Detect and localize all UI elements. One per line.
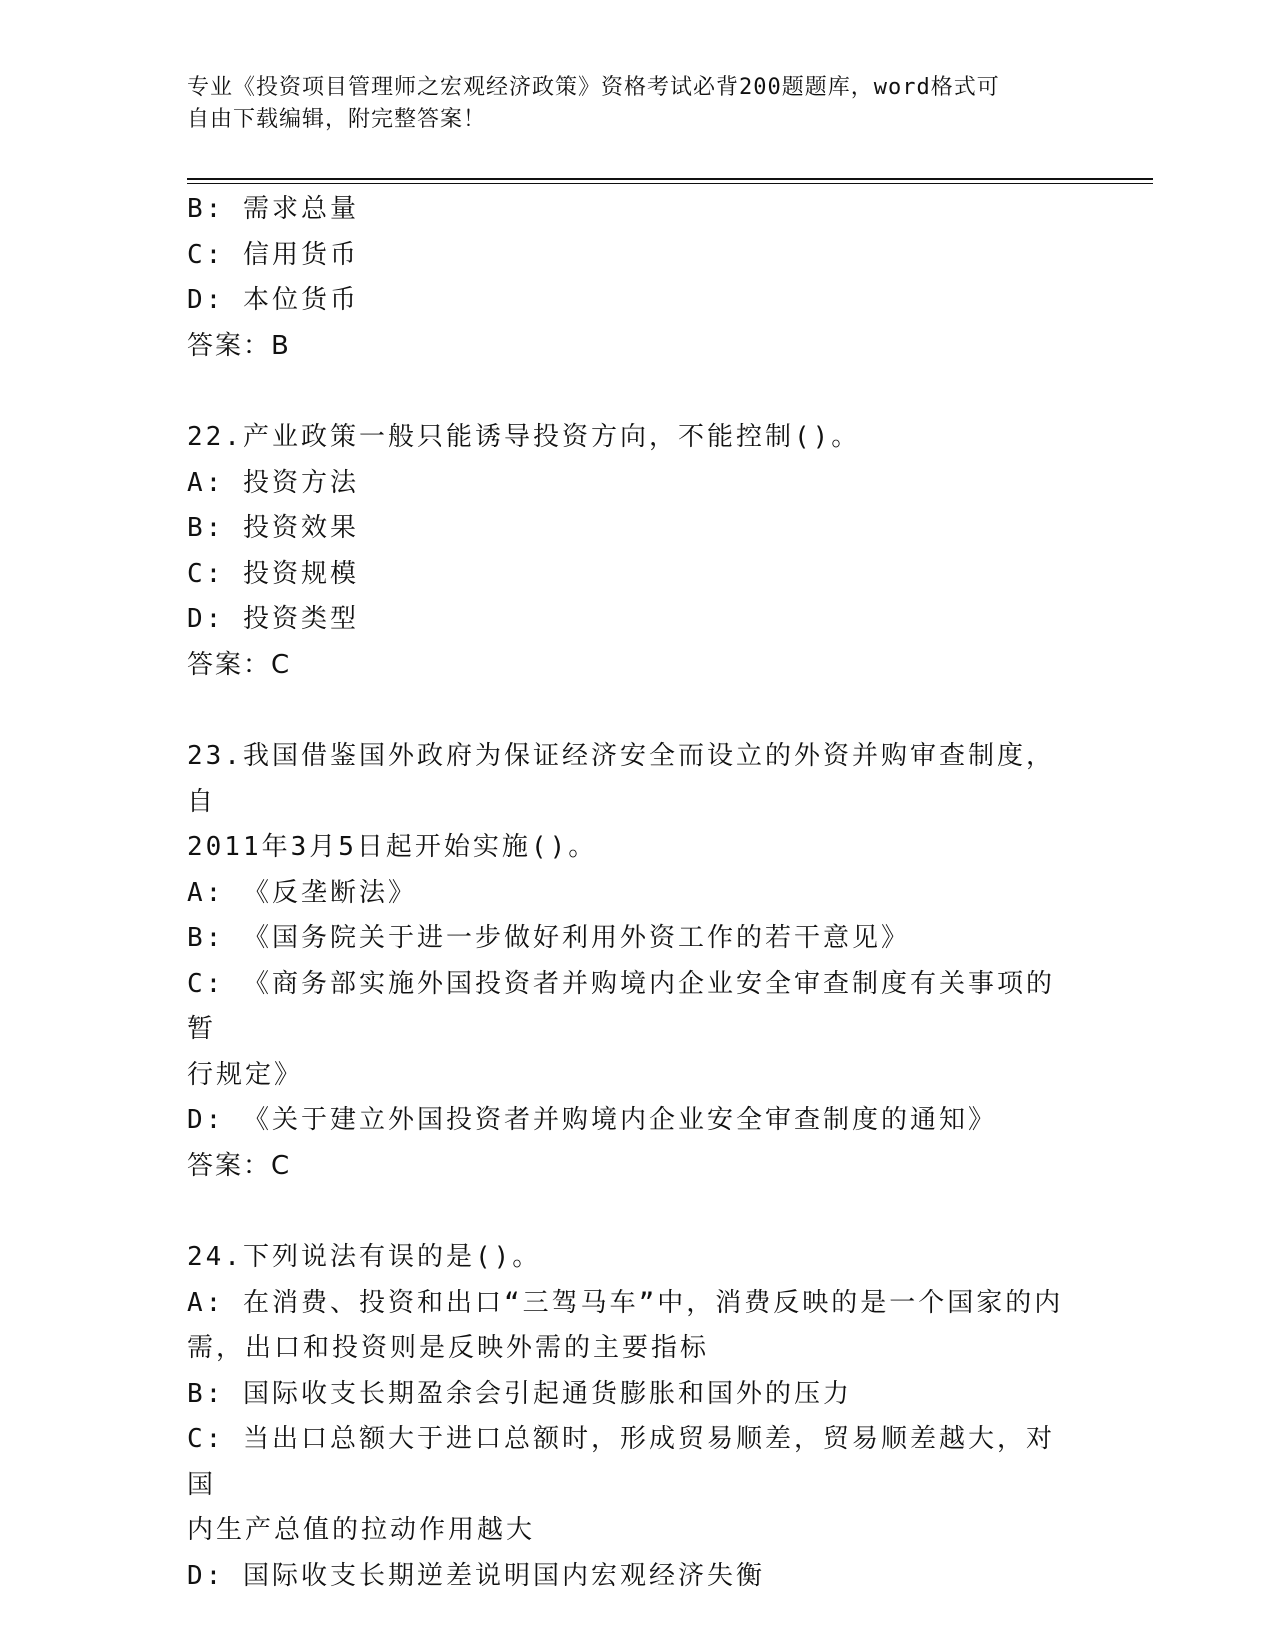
spacer <box>187 1189 1077 1235</box>
q23-question-line-2: 2011年3月5日起开始实施()。 <box>187 832 598 862</box>
q22-option-c: C: 投资规模 <box>187 558 359 589</box>
q22-option-a: A: 投资方法 <box>187 467 359 498</box>
q23-option-d: D: 《关于建立外国投资者并购境内企业安全审查制度的通知》 <box>187 1105 997 1135</box>
question-22-block <box>187 415 1077 688</box>
question-content <box>187 187 1077 1599</box>
q24-option-c-line-2: 内生产总值的拉动作用越大 <box>187 1515 536 1545</box>
q24-option-a-line-1: A: 在消费、投资和出口“三驾马车”中，消费反映的是一个国家的内 <box>187 1287 1064 1318</box>
q21-option-d: D: 本位货币 <box>187 285 359 315</box>
q24-option-c-line-1: C: 当出口总额大于进口总额时，形成贸易顺差，贸易顺差越大，对国 <box>187 1424 1055 1500</box>
q24-option-b: B: 国际收支长期盈余会引起通货膨胀和国外的压力 <box>187 1378 852 1409</box>
q23-option-c-line-2: 行规定》 <box>187 1059 304 1090</box>
question-23-block <box>187 734 1077 1189</box>
header-line-1: 专业《投资项目管理师之宏观经济政策》资格考试必背200题题库，word格式可 <box>187 75 1000 100</box>
q24-question: 24.下列说法有误的是()。 <box>187 1242 542 1272</box>
q24-option-a-line-2: 需，出口和投资则是反映外需的主要指标 <box>187 1333 710 1363</box>
page-header <box>187 72 1087 136</box>
q24-option-d: D: 国际收支长期逆差说明国内宏观经济失衡 <box>187 1560 765 1591</box>
q22-question: 22.产业政策一般只能诱导投资方向，不能控制()。 <box>187 422 861 452</box>
header-line-2: 自由下载编辑，附完整答案！ <box>187 107 487 132</box>
q22-answer: 答案：C <box>187 649 292 680</box>
q21-option-b: B: 需求总量 <box>187 194 359 224</box>
q23-option-c-line-1: C: 《商务部实施外国投资者并购境内企业安全审查制度有关事项的暂 <box>187 968 1055 1044</box>
question-21-block <box>187 187 1077 369</box>
q23-option-a: A: 《反垄断法》 <box>187 877 417 908</box>
q23-question-line-1: 23.我国借鉴国外政府为保证经济安全而设立的外资并购审查制度，自 <box>187 741 1055 817</box>
q22-option-d: D: 投资类型 <box>187 604 359 634</box>
q23-answer: 答案：C <box>187 1150 292 1181</box>
header-rule-thin <box>187 183 1153 184</box>
spacer <box>187 369 1077 415</box>
question-24-block <box>187 1235 1077 1599</box>
q22-option-b: B: 投资效果 <box>187 513 359 543</box>
q21-option-c: C: 信用货币 <box>187 239 359 270</box>
header-rule-thick <box>187 178 1153 180</box>
spacer <box>187 688 1077 734</box>
q23-option-b: B: 《国务院关于进一步做好利用外资工作的若干意见》 <box>187 923 910 953</box>
q21-answer: 答案：B <box>187 330 291 361</box>
